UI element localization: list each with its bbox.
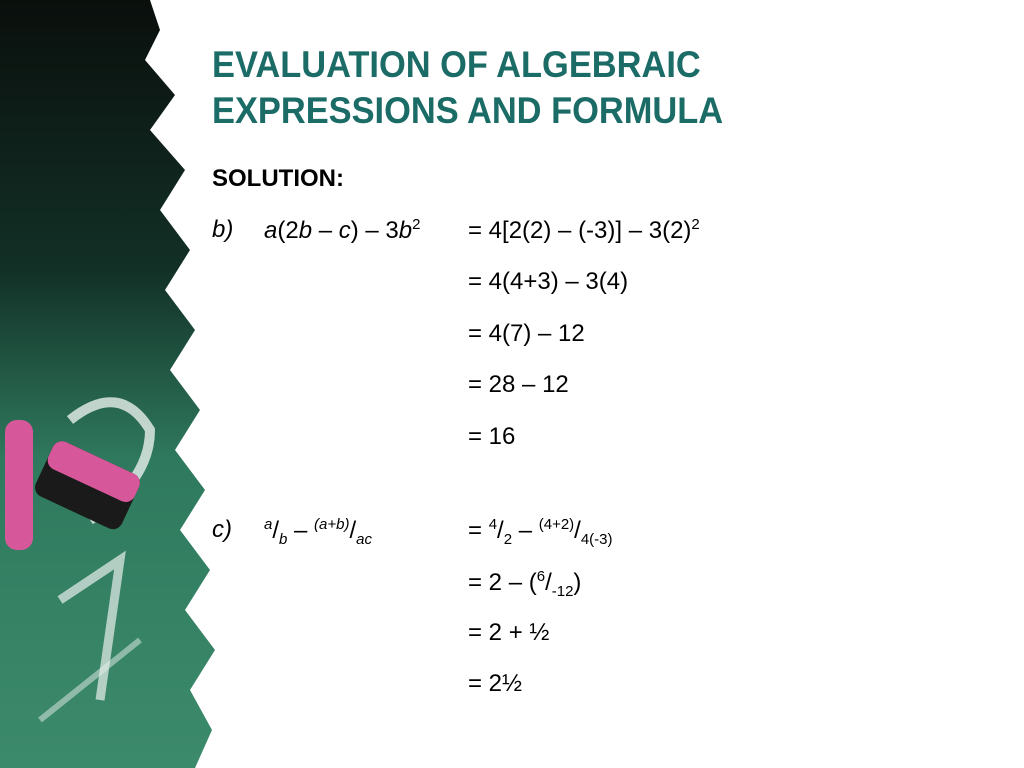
title-line-2: EXPRESSIONS AND FORMULA <box>212 90 724 131</box>
part-c-step-1: = $^4/_2 - ^{(4+2)}/_{4(-3)}$ <box>468 516 613 548</box>
title-line-1: EVALUATION OF ALGEBRAIC <box>212 44 701 85</box>
part-b-expression: $a(2b - c) - 3b^2$ <box>264 216 421 244</box>
part-c-step-3: = 2 + ½ <box>468 619 550 646</box>
part-c-step-2: = $2 - (^6/_{-12})$ <box>468 568 582 600</box>
part-b-step-5: = 16 <box>468 423 516 450</box>
part-b-step-4: = 28 – 12 <box>468 371 569 398</box>
part-b-step-2: = 4(4+3) – 3(4) <box>468 268 629 295</box>
part-c-expression: $^a/_b - ^{(a+b)}/_{ac}$ <box>264 516 372 548</box>
part-c-label: c) <box>212 516 232 543</box>
part-b-step-3: = 4(7) – 12 <box>468 320 585 347</box>
part-c-step-4: = 2½ <box>468 670 523 697</box>
solution-label: SOLUTION: <box>212 165 344 192</box>
slide-title <box>212 42 723 134</box>
chalkboard-decoration <box>0 0 220 768</box>
part-b-label: b) <box>212 216 234 243</box>
part-b-step-1: = $4[2(2) - (-3)] - 3(2)^2$ <box>468 216 700 244</box>
